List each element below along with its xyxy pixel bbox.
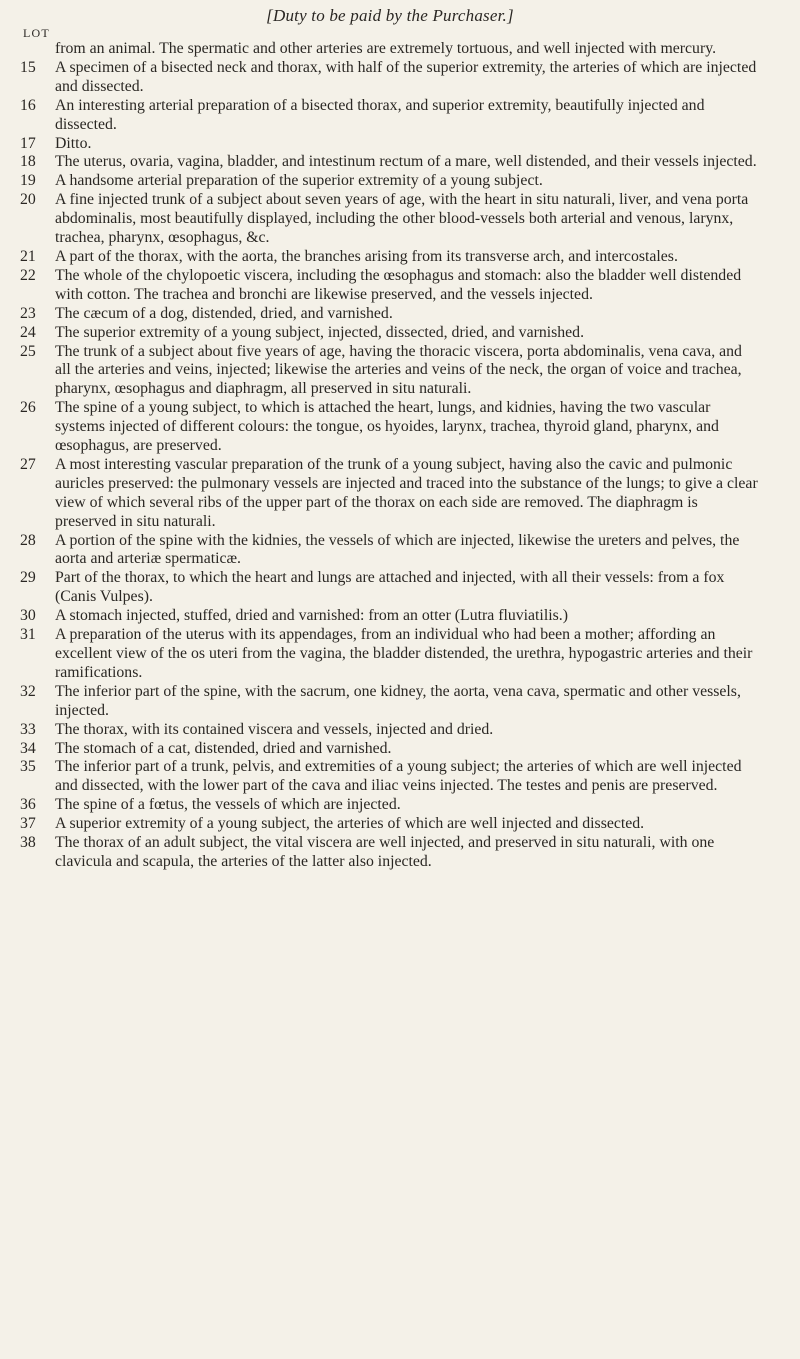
lot-description: An interesting arterial preparation of a bisected thorax, and superior extremity, beautifully injected and dissected. [55, 96, 705, 133]
lot-description: A stomach injected, stuffed, dried and varnished: from an otter (Lutra fluviatilis.) [55, 607, 568, 625]
lot-description: A most interesting vascular preparation of the trunk of a young subject, having also the cavic and pulmonic auricles preserved: the pulmonary vessels are injected and traced into the substance of the lungs; to give a clear view of which several ribs of the upper part of the thorax on each side are removed. The diaphragm is preserved in situ naturali. [55, 455, 758, 530]
lot-description: A part of the thorax, with the aorta, the branches arising from its transverse arch, and intercostales. [55, 247, 678, 265]
lot-number: 25 [20, 342, 36, 360]
lot-entry [20, 399, 760, 456]
lot-entry [20, 569, 760, 607]
lot-entry [20, 305, 760, 324]
lot-entry [20, 607, 760, 626]
lot-entry [20, 153, 760, 172]
running-head: [Duty to be paid by the Purchaser.] [266, 6, 514, 25]
lot-number: 22 [20, 266, 36, 284]
lot-number: 30 [20, 607, 36, 625]
lot-number: 35 [20, 758, 36, 776]
lot-description: The trunk of a subject about five years of age, having the thoracic viscera, porta abdominalis, vena cava, and all the arteries and veins, injected; likewise the arteries and veins of the neck, the organ of voice and trachea, pharynx, œsophagus and diaphragm, all preserved in situ naturali. [55, 342, 742, 398]
lot-description: A fine injected trunk of a subject about seven years of age, with the heart in situ naturali, liver, and vena porta abdominalis, most beautifully displayed, including the other blood-vessels both arterial and venous, larynx, trachea, pharynx, œsophagus, &c. [55, 191, 749, 247]
lot-list [20, 40, 760, 872]
lot-number: 28 [20, 531, 36, 549]
lot-number: 38 [20, 834, 36, 852]
lot-number: 15 [20, 58, 36, 76]
lot-description: The inferior part of a trunk, pelvis, and extremities of a young subject; the arteries of which are well injected and dissected, with the lower part of the cava and iliac veins injected. The testes and penis are preserved. [55, 758, 742, 795]
lot-description: A preparation of the uterus with its appendages, from an individual who had been a mother; affording an excellent view of the os uteri from the vagina, the bladder distended, the urethra, hypogastric arteries and their ramifications. [55, 626, 753, 681]
lot-number: 34 [20, 739, 36, 757]
lot-entry [20, 40, 760, 59]
lot-entry [20, 834, 760, 872]
lot-number: 17 [20, 134, 36, 152]
lot-number: 36 [20, 796, 36, 814]
lot-entry [20, 59, 760, 97]
lot-description: Ditto. [55, 134, 92, 152]
lot-description: The superior extremity of a young subject, injected, dissected, dried, and varnished. [55, 323, 585, 341]
lot-entry [20, 135, 760, 154]
lot-number: 32 [20, 682, 36, 700]
lot-number: 21 [20, 247, 36, 265]
lot-description: The whole of the chylopoetic viscera, including the œsophagus and stomach: also the bladder well distended with cotton. The trachea and bronchi are likewise preserved, and the vessels injected. [55, 266, 742, 303]
lot-column-label: LOT [23, 26, 50, 40]
lot-description: The spine of a fœtus, the vessels of which are injected. [55, 796, 401, 814]
lot-description: The spine of a young subject, to which is attached the heart, lungs, and kidnies, having the two vascular systems injected of different colours: the tongue, os hyoides, larynx, trachea, thyroid gland, pharynx, and œsophagus, are preserved. [55, 399, 719, 455]
lot-entry [20, 740, 760, 759]
lot-description: A superior extremity of a young subject, the arteries of which are well injected and dissected. [55, 815, 645, 833]
lot-description: The thorax, with its contained viscera and vessels, injected and dried. [55, 720, 494, 738]
lot-entry [20, 456, 760, 532]
lot-description: A specimen of a bisected neck and thorax, with half of the superior extremity, the arteries of which are injected and dissected. [55, 58, 757, 95]
lot-number: 19 [20, 172, 36, 190]
lot-entry [20, 248, 760, 267]
lot-number: 18 [20, 153, 36, 171]
lot-number: 16 [20, 96, 36, 114]
lot-description: from an animal. The spermatic and other arteries are extremely tortuous, and well injected with mercury. [55, 40, 717, 57]
lot-entry [20, 324, 760, 343]
lot-entry [20, 758, 760, 796]
lot-entry [20, 343, 760, 400]
lot-description: The stomach of a cat, distended, dried and varnished. [55, 739, 392, 757]
lot-number: 37 [20, 815, 36, 833]
lot-entry [20, 721, 760, 740]
lot-number: 20 [20, 191, 36, 209]
lot-description: The cæcum of a dog, distended, dried, and varnished. [55, 304, 393, 322]
lot-description: A portion of the spine with the kidnies, the vessels of which are injected, likewise the ureters and pelves, the aorta and arteriæ spermaticæ. [55, 531, 740, 568]
lot-number: 24 [20, 323, 36, 341]
lot-entry [20, 683, 760, 721]
lot-number: 29 [20, 569, 36, 587]
lot-entry [20, 191, 760, 248]
lot-number: 26 [20, 399, 36, 417]
lot-number: 27 [20, 455, 36, 473]
lot-number: 23 [20, 304, 36, 322]
lot-description: Part of the thorax, to which the heart and lungs are attached and injected, with all their vessels: from a fox (Canis Vulpes). [55, 569, 725, 606]
lot-description: The thorax of an adult subject, the vital viscera are well injected, and preserved in situ naturali, with one clavicula and scapula, the arteries of the latter also injected. [55, 834, 715, 870]
lot-number: 31 [20, 626, 36, 644]
lot-description: The uterus, ovaria, vagina, bladder, and intestinum rectum of a mare, well distended, and their vessels injected. [55, 153, 757, 171]
lot-entry [20, 267, 760, 305]
lot-description: The inferior part of the spine, with the sacrum, one kidney, the aorta, vena cava, spermatic and other vessels, injected. [55, 682, 741, 719]
lot-entry [20, 172, 760, 191]
lot-entry [20, 815, 760, 834]
lot-entry [20, 97, 760, 135]
lot-entry [20, 626, 760, 683]
lot-entry [20, 796, 760, 815]
lot-entry [20, 532, 760, 570]
lot-number: 33 [20, 720, 36, 738]
lot-description: A handsome arterial preparation of the superior extremity of a young subject. [55, 172, 543, 190]
